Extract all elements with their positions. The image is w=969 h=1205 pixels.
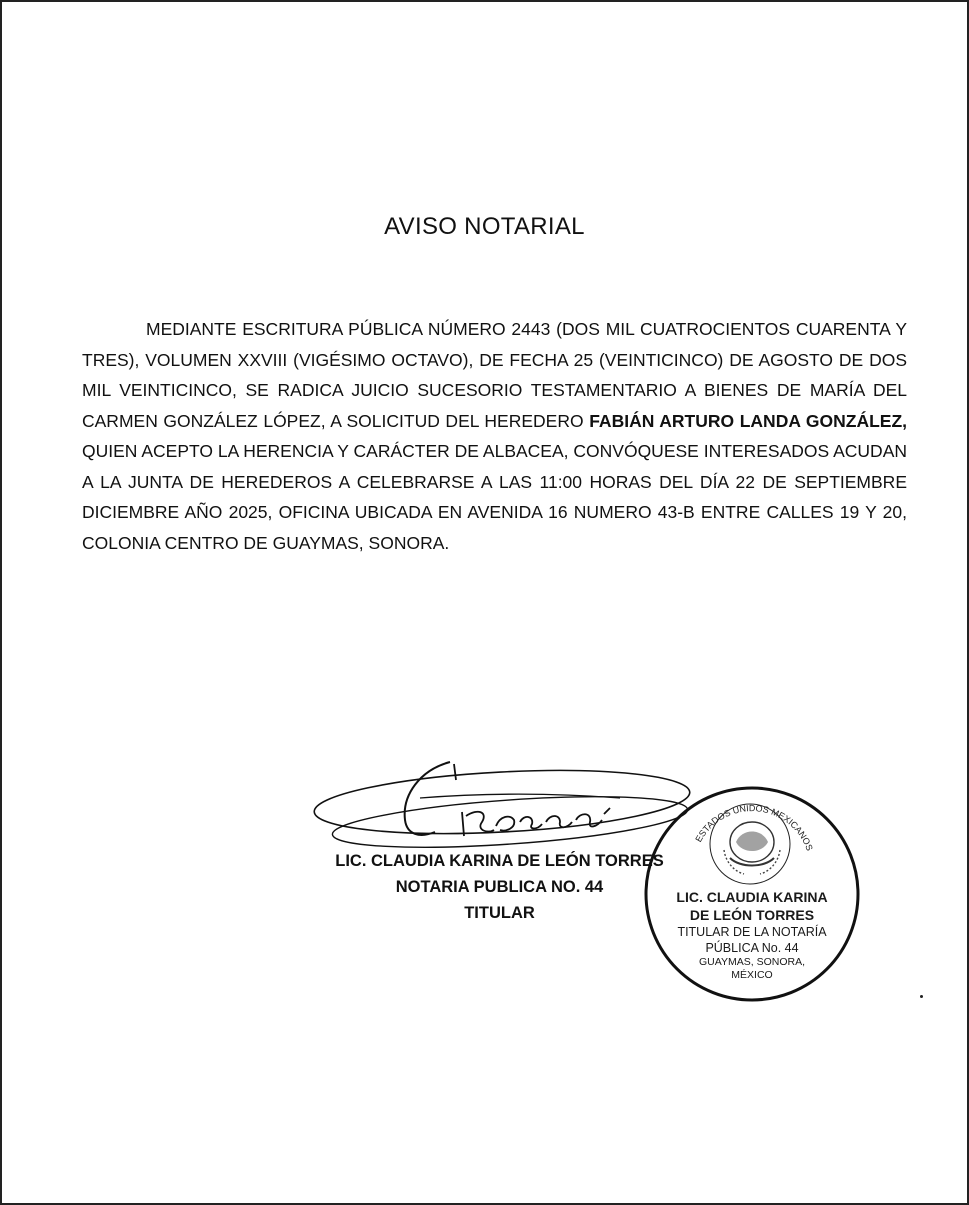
notary-role: TITULAR xyxy=(464,904,535,922)
notary-name: LIC. CLAUDIA KARINA DE LEÓN TORRES xyxy=(335,852,664,870)
notice-text-part1: MEDIANTE ESCRITURA PÚBLICA NÚMERO 2443 (DOS MIL CUATROCIENTOS CUARENTA Y TRES), VOLUMEN XXVIII (VIGÉSIMO OCTAVO), DE FECHA 25 (VEINTICINCO) DE AGOSTO DE DOS MIL VEINTICINCO, SE RADICA JUICIO SUCESORIO TESTAMENTARIO A BIENES DE MARÍA DEL CARMEN GONZÁLEZ LÓPEZ, A SOLICITUD DEL HEREDERO xyxy=(82,319,907,431)
seal-line-6: MÉXICO xyxy=(731,969,773,981)
document-title: AVISO NOTARIAL xyxy=(384,213,585,240)
notary-office: NOTARIA PUBLICA NO. 44 xyxy=(395,878,604,896)
handwritten-signature xyxy=(310,750,700,855)
seal-inscription xyxy=(644,888,860,982)
seal-ring-text: ESTADOS UNIDOS MEXICANOS xyxy=(693,803,815,853)
notice-paragraph xyxy=(82,314,907,558)
heir-name: FABIÁN ARTURO LANDA GONZÁLEZ, xyxy=(589,410,908,431)
seal-line-3: TITULAR DE LA NOTARÍA xyxy=(677,925,827,939)
notary-signature-block xyxy=(312,848,687,926)
seal-line-2: DE LEÓN TORRES xyxy=(689,907,815,923)
stray-mark xyxy=(920,995,923,998)
seal-line-4: PÚBLICA No. 44 xyxy=(705,941,799,955)
notice-text-part2: QUIEN ACEPTO LA HERENCIA Y CARÁCTER DE ALBACEA, CONVÓQUESE INTERESADOS ACUDAN A LA JUNTA DE HEREDEROS A CELEBRARSE A LAS 11:00 HORAS DEL DÍA 22 DE SEPTIEMBRE DICIEMBRE AÑO 2025, OFICINA UBICADA EN AVENIDA 16 NUMERO 43-B ENTRE CALLES 19 Y 20, COLONIA CENTRO DE GUAYMAS, SONORA. xyxy=(82,441,907,553)
seal-line-1: LIC. CLAUDIA KARINA xyxy=(676,889,828,905)
seal-line-5: GUAYMAS, SONORA, xyxy=(699,956,805,968)
notary-seal xyxy=(644,784,860,1004)
